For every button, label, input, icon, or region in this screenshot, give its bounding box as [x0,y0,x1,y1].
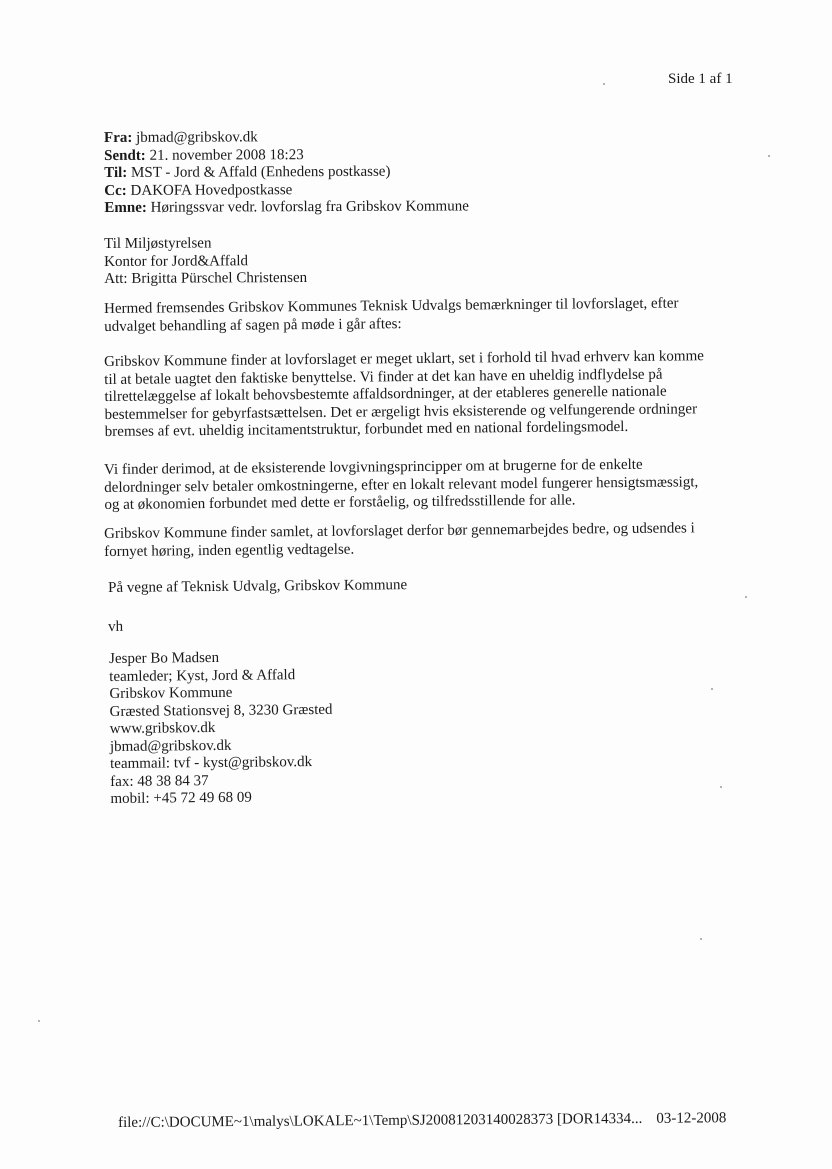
regards-text: På vegne af Teknisk Udvalg, Gribskov Kommune [108,577,408,596]
scan-speck [720,786,722,788]
email-header [104,128,469,217]
signature-address: Græsted Stationsvej 8, 3230 Græsted [109,701,333,720]
signature-title: teamleder; Kyst, Jord & Affald [109,666,296,685]
signature-email: jbmad@gribskov.dk [109,737,232,755]
body-line: udvalget behandling af sagen på møde i går aftes: [104,315,402,335]
scan-speck [38,1020,40,1022]
intro-paragraph [104,295,744,336]
body-line: Hermed fremsendes Gribskov Kommunes Teknisk Udvalgs bemærkninger til lovforslaget, efter [104,295,679,317]
signature-block [109,645,750,809]
scan-speck [768,155,770,157]
signature-mobile: mobil: +45 72 49 68 09 [110,789,252,807]
regards-line [108,574,748,598]
closing-text: vh [108,618,124,635]
from-label: Fra: [104,129,133,146]
scan-speck [745,596,747,598]
from-value: jbmad@gribskov.dk [136,129,258,146]
address-line: Att: Brigitta Pürschel Christensen [104,269,308,287]
cc-label: Cc: [104,182,127,199]
body-line: bestemmelser for gebyrfastsættelsen. Det er ærgeligt hvis eksisterende og velfungerende ordninger [104,400,698,423]
scan-speck [603,83,605,85]
header-to-row [104,163,469,182]
body-line: tilrettelæggelse af lokalt behovsbestemte affaldsordninger, at der etableres generelle nationale [104,383,667,405]
signature-fax: fax: 48 38 84 37 [110,772,209,790]
footer-date: 03-12-2008 [656,1110,727,1127]
recipient-address [104,233,744,289]
header-sent-row [104,146,469,165]
body-paragraph-1 [104,348,745,442]
body-line: bremses af evt. uheldig incitamentstruktur, forbundet med en national fordelingsmodel. [104,418,629,440]
page-number: Side 1 af 1 [668,71,733,87]
signature-organization: Gribskov Kommune [109,684,233,702]
scan-speck [711,688,713,690]
body-line: fornyet høring, inden egentlig vedtagelse. [104,541,355,560]
body-paragraph-2 [104,456,744,515]
signature-teammail: teammail: tvf - kyst@gribskov.dk [110,754,313,772]
to-label: Til: [104,164,128,181]
body-line: Gribskov Kommune finder samlet, at lovforslaget derfor bør gennemarbejdes bedre, og udsendes i [104,520,695,542]
subject-label: Emne: [104,199,147,216]
signature-name: Jesper Bo Madsen [109,649,220,667]
body-line: til at betale uagtet den faktiske benyttelse. Vi finder at det kan have en uheldig indflydelse på [104,366,663,388]
address-line: Kontor for Jord&Affald [104,252,249,270]
header-subject-row [104,198,469,217]
address-line: Til Miljøstyrelsen [104,235,212,252]
body-line: delordninger selv betaler omkostningerne, efter en lokalt relevant model fungerer hensigtsmæssigt, [104,473,699,496]
print-footer [118,1110,726,1132]
header-from-row [104,128,469,147]
body-paragraph-3 [104,520,744,561]
body-line: og at økonomien forbundet med dette er forståelig, og tilfredsstillende for alle. [104,492,576,513]
sent-value: 21. november 2008 18:23 [149,146,304,164]
footer-file-path: file://C:\DOCUME~1\malys\LOKALE~1\Temp\SJ20081203140028373 [DOR14334... [118,1110,643,1131]
sent-label: Sendt: [104,147,146,164]
body-line: Vi finder derimod, at de eksisterende lovgivningsprincipper om at brugerne for de enkelte [104,456,643,478]
cc-value: DAKOFA Hovedpostkasse [130,181,293,199]
to-value: MST - Jord & Affald (Enhedens postkasse) [130,163,391,181]
header-cc-row [104,181,469,200]
scan-speck [700,938,702,940]
subject-value: Høringssvar vedr. lovforslag fra Gribskov Kommune [150,198,469,216]
signature-website: www.gribskov.dk [109,719,216,737]
closing [108,613,748,637]
body-line: Gribskov Kommune finder at lovforslaget er meget uklart, set i forhold til hvad erhverv kan komme [104,348,704,370]
